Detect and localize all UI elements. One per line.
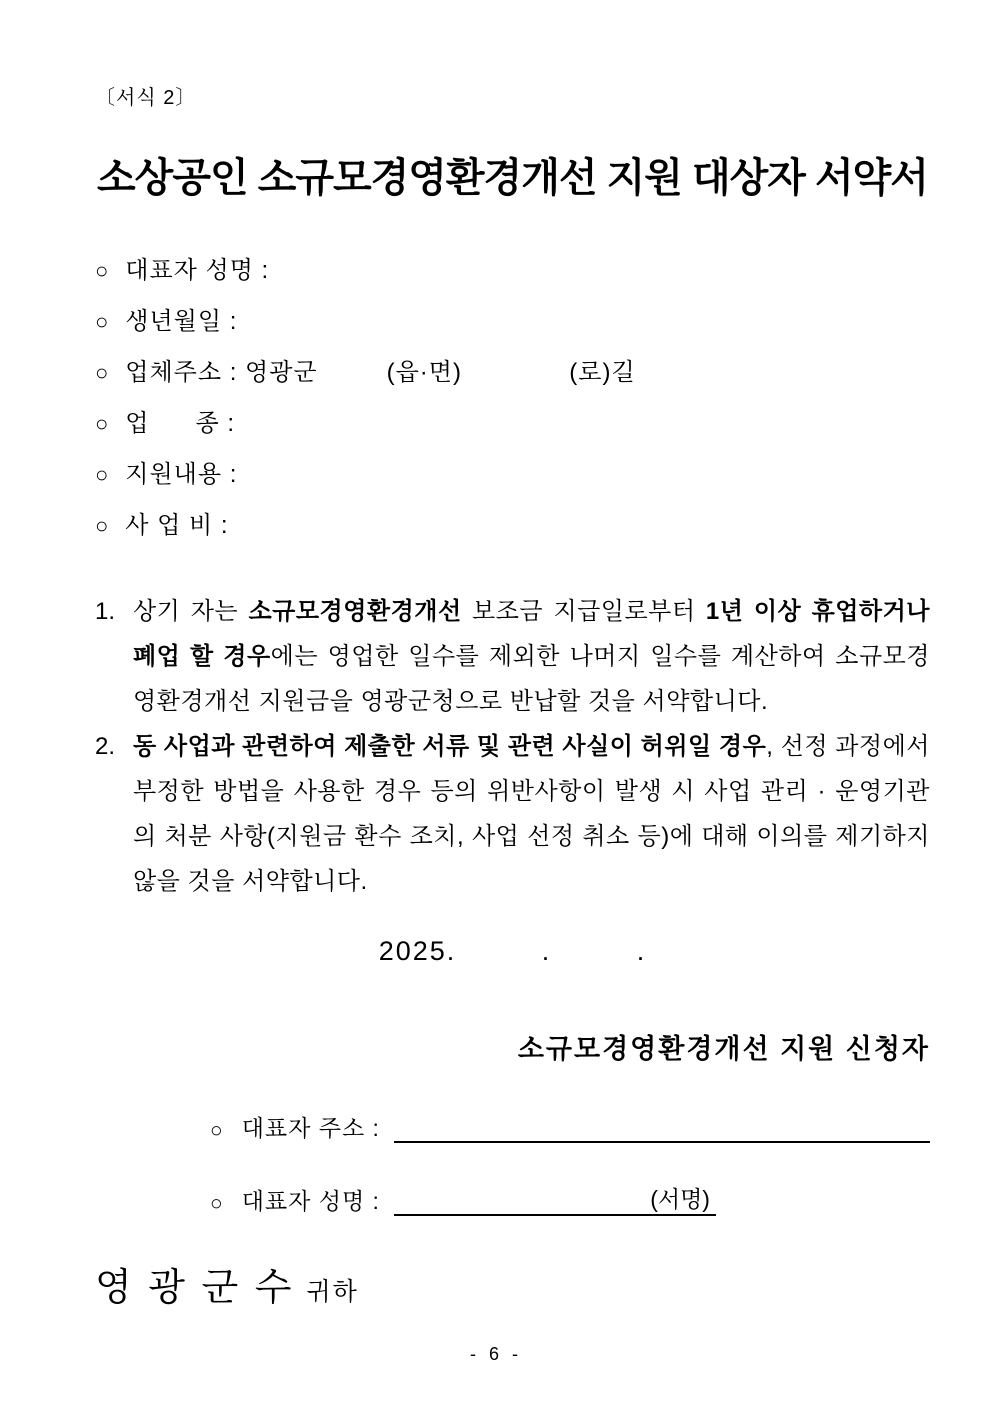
signature-name-field — [394, 1184, 716, 1216]
info-item-label: 업체주소 : 영광군 (읍·면) (로)길 — [125, 359, 636, 386]
info-item-representative-name — [95, 256, 930, 286]
pledge-clauses — [95, 589, 930, 904]
pledge-clause-1 — [95, 589, 930, 724]
form-number-label: 〔서식 2〕 — [95, 87, 197, 109]
circle-bullet-icon: ○ — [210, 1119, 224, 1142]
page-number: - 6 - — [469, 1344, 522, 1364]
date-line: 2025. . . — [378, 936, 647, 966]
info-item-label: 대표자 성명 : — [125, 257, 270, 284]
signature-address-label: 대표자 주소 : — [241, 1115, 380, 1141]
signature-section — [210, 1110, 930, 1216]
info-item-label: 지원내용 : — [125, 461, 238, 488]
circle-bullet-icon: ○ — [210, 1192, 224, 1215]
circle-bullet-icon: ○ — [95, 462, 110, 487]
applicant-title: 소규모경영환경개선 지원 신청자 — [517, 1034, 930, 1064]
clause-text: 동 사업과 관련하여 제출한 서류 및 관련 사실이 허위일 경우, 선정 과정에서 부정한 방법을 사용한 경우 등의 위반사항이 발생 시 사업 관리 · 운영기관의 처분 사항(지원금 환수 조치, 사업 선정 취소 등)에 대해 이의를 제기하지 않을 것을 서약합니다. — [133, 733, 930, 895]
circle-bullet-icon: ○ — [95, 513, 110, 538]
clause-text: 상기 자는 소규모경영환경개선 보조금 지급일로부터 1년 이상 휴업하거나 폐업 할 경우에는 영업한 일수를 제외한 나머지 일수를 계산하여 소규모경영환경개선 지원금을 영광군청으로 반납할 것을 서약합니다. — [133, 598, 930, 715]
info-item-birthdate — [95, 307, 930, 337]
signature-note: (서명) — [650, 1186, 710, 1212]
circle-bullet-icon: ○ — [95, 411, 110, 436]
info-item-business-address — [95, 358, 930, 388]
page-title: 소상공인 소규모경영환경개선 지원 대상자 서약서 — [97, 156, 928, 200]
addressee-name: 영 광 군 수 — [95, 1267, 295, 1309]
info-item-project-cost — [95, 511, 930, 541]
circle-bullet-icon: ○ — [95, 309, 110, 334]
info-item-business-type — [95, 409, 930, 439]
addressee-honorific: 귀하 — [306, 1278, 359, 1306]
info-item-label: 생년월일 : — [125, 308, 238, 335]
circle-bullet-icon: ○ — [95, 258, 110, 283]
info-item-support-details — [95, 460, 930, 490]
info-item-label: 사 업 비 : — [125, 512, 229, 539]
addressee-line — [95, 1256, 930, 1311]
signature-address-field — [394, 1111, 930, 1143]
clause-number: 2. — [95, 733, 116, 760]
pledge-clause-2 — [95, 724, 930, 904]
signature-row-address — [210, 1110, 930, 1143]
circle-bullet-icon: ○ — [95, 360, 110, 385]
info-item-label: 업 종 : — [125, 410, 236, 437]
clause-number: 1. — [95, 598, 116, 625]
signature-name-label: 대표자 성명 : — [241, 1188, 380, 1214]
signature-row-name — [210, 1183, 930, 1216]
applicant-info-list — [95, 256, 930, 541]
